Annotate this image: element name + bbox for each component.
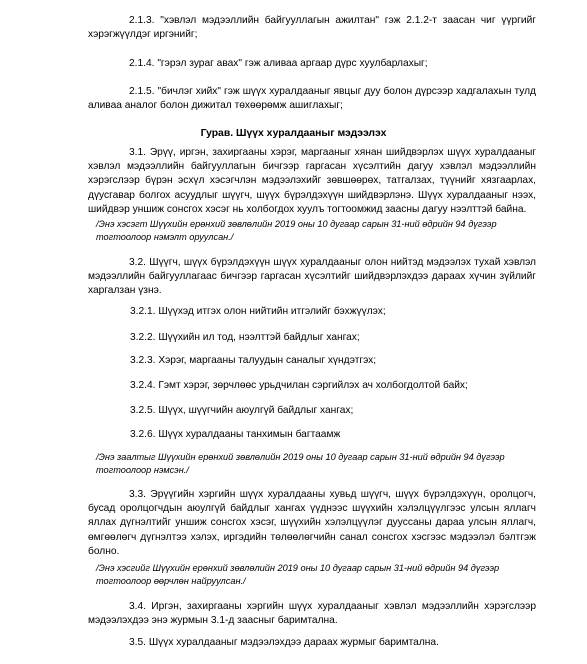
paragraph-3-4: 3.4. Иргэн, захиргааны хэргийн шүүх хуралдааныг хэвлэл мэдээллийн хэрэгслээр мэдээлэхдээ энэ журмын 3.1-д заасныг баримтална. (88, 601, 536, 627)
paragraph-3-1: 3.1. Эрүү, иргэн, захиргааны хэрэг, маргааныг хянан шийдвэрлэх шүүх хуралдааныг хэвлэл мэдээллийн байгууллагын бичгээр гаргасан хүсэлтийн дагуу хэвлэл мэдээллийн хэрэгслээр бүрэн эсхүл хэсэгчлэн мэдээлэхийг зөвшөөрөх, татгалзах, түүнийг хязгаарлах, дүусгавар болгох асуудлыг шүүгч, шүүх бүрэлдэхүүн шийдвэрлэнэ. Шүүх хуралдааныг нээх, шийдвэр уншиж сонсгох хэсэг нь холбогдох хуулъ тогтоомжид заасны дагуу нээлттэй байна. (88, 147, 536, 215)
amendment-note-1: /Энэ хэсэгт Шүүхийн ерөнхий зөвлөлийн 2019 оны 10 дугаар сарын 31-ний өдрийн 94 дүгээр тогтоолоор нэмэлт оруулсан./ (96, 219, 497, 242)
amendment-note-2: /Энэ заалтыг Шүүхийн ерөнхий зөвлөлийн 2019 оны 10 дугаар сарын 31-ний өдрийн 94 дүгээр тогтоолоор нэмсэн./ (96, 452, 505, 475)
list-item-3-2-5: 3.2.5. Шүүх, шүүгчийн аюулгүй байдлыг хангах; (130, 405, 354, 416)
paragraph-2-1-5: 2.1.5. "бичлэг хийх" гэж шүүх хуралдааныг явцыг дуу болон дүрсээр хадгалахын тулд аливаа аналог болон дижитал төхөөрөмж ашиглахыг; (88, 86, 536, 112)
paragraph-3-3: 3.3. Эрүүгийн хэргийн шүүх хуралдааны хувьд шүүгч, шүүх бүрэлдэхүүн, оролцогч, бусад оролцогчдын аюулгүй байдлыг хангах үүднээс шүүхийн хэлэлцүүлгээс улсын яллагч яллах дүгнэлтийг уншиж сонсгох хэсэг, шүүхийн хэлэлцүүлэг дууссаны дараа улсын яллагч, өмгөөлөгч дүгнэлтээ хэлэх, иргэдийн төлөөлөгчийн санал сонсгох хэсгээс мэдээлэл бэлтгэж болно. (88, 489, 536, 557)
list-item-3-2-4: 3.2.4. Гэмт хэрэг, зөрчлөөс урьдчилан сэргийлэх ач холбогдолтой байх; (130, 380, 468, 391)
paragraph-3-5: 3.5. Шүүх хуралдааныг мэдээлэхдээ дараах журмыг баримтална. (129, 637, 439, 648)
amendment-note-3: /Энэ хэсгийг Шүүхийн ерөнхий зөвлөлийн 2019 оны 10 дугаар сарын 31-ний өдрийн 94 дүгээр тогтоолоор өөрчлөн найруулсан./ (96, 563, 500, 586)
section-heading: Гурав. Шүүх хуралдааныг мэдээлэх (200, 128, 387, 139)
paragraph-3-2: 3.2. Шүүгч, шүүх бүрэлдэхүүн шүүх хуралдааныг олон нийтэд мэдээлэх тухай хэвлэл мэдээллийн байгууллагаас бичгээр гаргасан хүсэлтийг шийдвэрлэхдээ дараах хүчин зүйлийг харгалзан үзнэ. (88, 257, 536, 297)
paragraph-2-1-4: 2.1.4. "гэрэл зураг авах" гэж аливаа аргаар дүрс хуулбарлахыг; (129, 58, 428, 69)
list-item-3-2-3: 3.2.3. Хэрэг, маргааны талуудын саналыг хүндэтгэх; (130, 355, 377, 366)
list-item-3-2-6: 3.2.6. Шүүх хуралдааны танхимын багтаамж (130, 429, 341, 440)
paragraph-2-1-3: 2.1.3. "хэвлэл мэдээллийн байгууллагын ажилтан" гэж 2.1.2-т заасан чиг үүргийг хэрэгжүүлдэг иргэнийг; (88, 15, 536, 41)
list-item-3-2-2: 3.2.2. Шүүхийн ил тод, нээлттэй байдлыг хангах; (130, 332, 360, 343)
list-item-3-2-1: 3.2.1. Шүүхэд итгэх олон нийтийн итгэлийг бэхжүүлэх; (130, 306, 386, 317)
